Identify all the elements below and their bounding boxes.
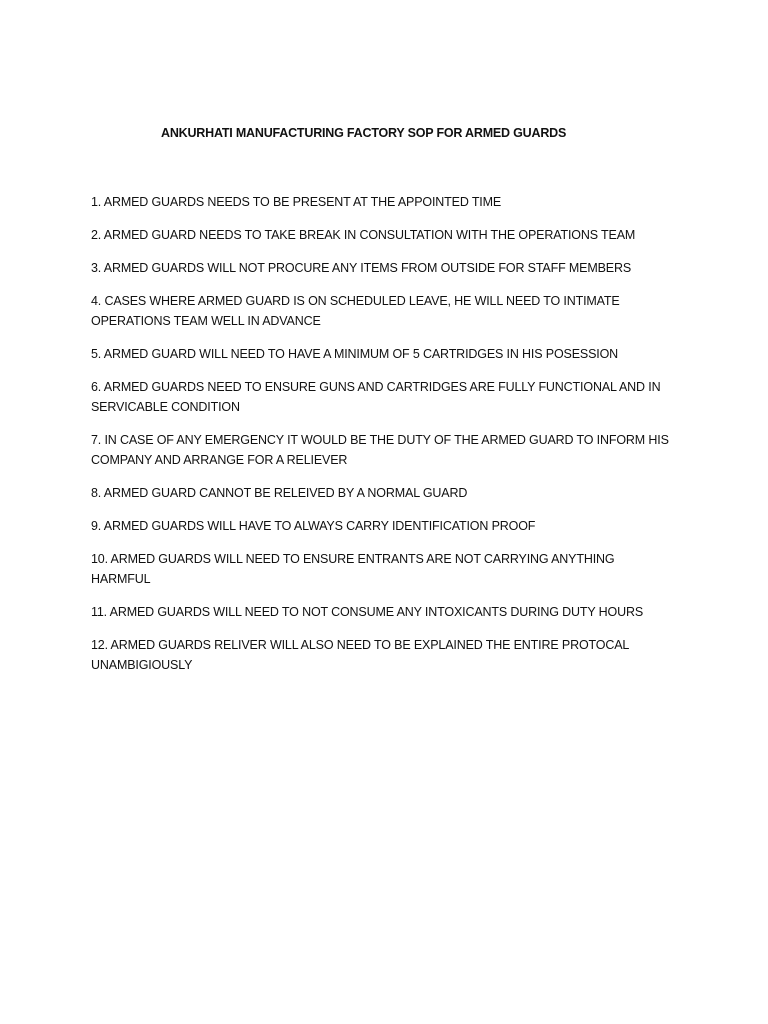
list-item: 12. ARMED GUARDS RELIVER WILL ALSO NEED TO BE EXPLAINED THE ENTIRE PROTOCAL UNAMBIGIOUSLY [91, 638, 629, 672]
list-item: 11. ARMED GUARDS WILL NEED TO NOT CONSUME ANY INTOXICANTS DURING DUTY HOURS [91, 605, 644, 619]
list-item: 10. ARMED GUARDS WILL NEED TO ENSURE ENTRANTS ARE NOT CARRYING ANYTHING HARMFUL [91, 552, 615, 586]
sop-list [91, 192, 671, 688]
list-item: 7. IN CASE OF ANY EMERGENCY IT WOULD BE THE DUTY OF THE ARMED GUARD TO INFORM HIS COMPANY AND ARRANGE FOR A RELIEVER [91, 433, 669, 467]
list-item: 9. ARMED GUARDS WILL HAVE TO ALWAYS CARRY IDENTIFICATION PROOF [91, 519, 536, 533]
list-item: 5. ARMED GUARD WILL NEED TO HAVE A MINIMUM OF 5 CARTRIDGES IN HIS POSESSION [91, 347, 619, 361]
document-title: ANKURHATI MANUFACTURING FACTORY SOP FOR ARMED GUARDS [161, 126, 567, 140]
list-item: 2. ARMED GUARD NEEDS TO TAKE BREAK IN CONSULTATION WITH THE OPERATIONS TEAM [91, 228, 636, 242]
list-item: 4. CASES WHERE ARMED GUARD IS ON SCHEDULED LEAVE, HE WILL NEED TO INTIMATE OPERATIONS TEAM WELL IN ADVANCE [91, 294, 620, 328]
list-item: 1. ARMED GUARDS NEEDS TO BE PRESENT AT THE APPOINTED TIME [91, 195, 502, 209]
list-item: 8. ARMED GUARD CANNOT BE RELEIVED BY A NORMAL GUARD [91, 486, 468, 500]
list-item: 6. ARMED GUARDS NEED TO ENSURE GUNS AND CARTRIDGES ARE FULLY FUNCTIONAL AND IN SERVICABLE CONDITION [91, 380, 661, 414]
list-item: 3. ARMED GUARDS WILL NOT PROCURE ANY ITEMS FROM OUTSIDE FOR STAFF MEMBERS [91, 261, 632, 275]
